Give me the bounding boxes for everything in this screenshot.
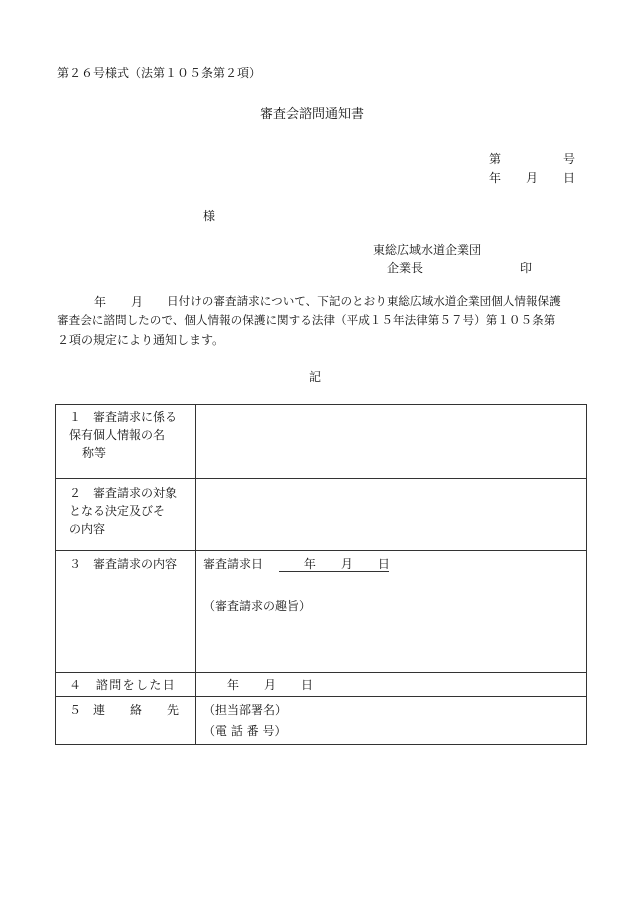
label-line: ２ 審査請求の対象	[69, 486, 178, 500]
label-line: 称等	[82, 446, 107, 460]
label-line: １ 審査請求に係る	[69, 410, 178, 424]
table-row-request-content	[56, 551, 587, 673]
label-contact	[56, 697, 196, 745]
label-target-info	[56, 405, 196, 479]
label-line: ４ 諮問をした日	[69, 678, 177, 692]
contact-phone-label: （電 話 番 号）	[203, 724, 287, 738]
label-decision	[56, 479, 196, 551]
value-decision[interactable]	[196, 479, 587, 551]
body-line-1: 日付けの審査請求について、下記のとおり東総広域水道企業団個人情報保護	[167, 294, 561, 308]
request-date-field[interactable]	[279, 558, 389, 572]
value-target-info[interactable]	[196, 405, 587, 479]
inquiry-date-day: 日	[301, 678, 314, 692]
sender-org: 東総広域水道企業団	[373, 243, 482, 257]
form-number: 第２６号様式（法第１０５条第２項）	[57, 66, 262, 80]
label-contact-char: 連	[93, 703, 106, 717]
request-date-month: 月	[340, 557, 353, 571]
value-request-content[interactable]	[196, 551, 587, 673]
request-date-year: 年	[303, 557, 316, 571]
label-contact-number: ５	[69, 703, 82, 717]
addressee-suffix: 様	[203, 209, 216, 223]
request-date-day: 日	[377, 557, 390, 571]
label-line: ３ 審査請求の内容	[69, 557, 178, 571]
label-line: となる決定及びそ	[69, 504, 166, 518]
label-contact-char: 絡	[130, 703, 143, 717]
request-date-label: 審査請求日	[203, 557, 264, 571]
label-line: 保有個人情報の名	[69, 428, 166, 442]
table-row-decision	[56, 479, 587, 551]
inquiry-date-year: 年	[227, 678, 240, 692]
doc-number-suffix: 号	[563, 152, 576, 166]
table-row-inquiry-date	[56, 673, 587, 697]
sender-title: 企業長	[387, 261, 424, 275]
label-contact-char: 先	[167, 703, 180, 717]
doc-date-month: 月	[526, 171, 539, 185]
doc-date-day: 日	[563, 171, 576, 185]
body-year: 年	[94, 295, 107, 309]
document-title: 審査会諮問通知書	[260, 107, 365, 122]
table-row-target-info	[56, 405, 587, 479]
body-month: 月	[131, 295, 144, 309]
value-inquiry-date[interactable]	[196, 673, 587, 697]
value-contact[interactable]	[196, 697, 587, 745]
request-details-table	[55, 404, 587, 745]
doc-number-prefix: 第	[489, 152, 502, 166]
table-row-contact	[56, 697, 587, 745]
request-date-line	[203, 558, 586, 572]
seal-mark: 印	[520, 261, 533, 275]
label-inquiry-date	[56, 673, 196, 697]
body-line-3: ２項の規定により通知します。	[57, 333, 225, 347]
contact-department-label: （担当部署名）	[203, 703, 288, 717]
ki-mark: 記	[309, 370, 322, 384]
body-line-2: 審査会に諮問したので、個人情報の保護に関する法律（平成１５年法律第５７号）第１０５条第	[57, 313, 556, 327]
inquiry-date-month: 月	[264, 678, 277, 692]
request-purpose-label: （審査請求の趣旨）	[203, 599, 312, 613]
doc-date-year: 年	[489, 171, 502, 185]
label-line: の内容	[69, 522, 106, 536]
label-request-content	[56, 551, 196, 673]
